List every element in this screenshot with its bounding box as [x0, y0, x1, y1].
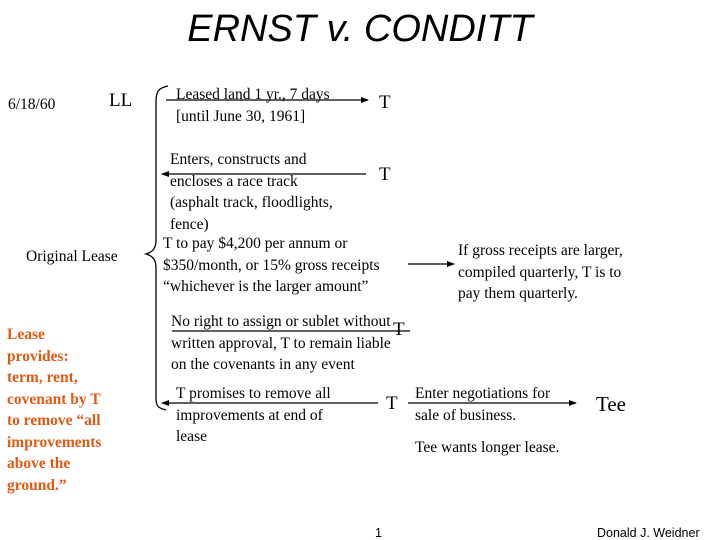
leased-land-text — [176, 84, 330, 127]
rent-text — [163, 233, 380, 298]
text-line: “whichever is the larger amount” — [163, 278, 369, 295]
text-line: $350/month, or 15% gross receipts — [163, 256, 380, 274]
text-line: encloses a race track — [170, 172, 298, 190]
page-number: 1 — [375, 526, 382, 540]
text-line: T promises to remove all — [176, 385, 331, 402]
note-line: above the — [7, 455, 71, 472]
text-line: T to pay $4,200 per annum or — [163, 235, 348, 252]
party-t-1: T — [379, 92, 391, 113]
note-line: improvements — [7, 433, 102, 451]
text-line: compiled quarterly, T is to — [458, 263, 622, 281]
text-line: written approval, T to remain liable — [171, 334, 391, 352]
note-line: Lease — [7, 326, 45, 343]
text-line: lease — [176, 428, 207, 445]
text-line: No right to assign or sublet without — [171, 313, 391, 330]
date-label: 6/18/60 — [8, 96, 56, 113]
note-line: provides: — [7, 347, 69, 365]
no-assign-text — [171, 311, 391, 376]
text-line: [until June 30, 1961] — [176, 107, 306, 125]
lease-provides-note — [7, 324, 101, 496]
text-line: Enter negotiations for — [415, 385, 551, 402]
party-tee: Tee — [596, 392, 627, 416]
text-line: improvements at end of — [176, 406, 323, 424]
party-t-4: T — [386, 393, 398, 414]
text-line: Leased land 1 yr., 7 days — [176, 86, 330, 103]
longer-lease-text: Tee wants longer lease. — [415, 439, 560, 456]
note-line: ground.” — [7, 476, 67, 494]
text-line: on the covenants in any event — [171, 356, 355, 373]
note-line: covenant by T — [7, 390, 101, 408]
text-line: If gross receipts are larger, — [458, 242, 623, 259]
enters-text — [170, 149, 333, 235]
party-t-2: T — [379, 164, 391, 185]
text-line: fence) — [170, 215, 209, 233]
party-ll: LL — [109, 90, 133, 111]
negotiations-text — [415, 383, 550, 426]
text-line: sale of business. — [415, 406, 517, 424]
text-line: Enters, constructs and — [170, 151, 307, 168]
note-line: to remove “all — [7, 412, 101, 429]
gross-receipts-text — [458, 240, 623, 305]
remove-improvements-text — [176, 383, 331, 448]
text-line: (asphalt track, floodlights, — [170, 194, 333, 211]
note-line: term, rent, — [7, 369, 78, 386]
original-lease-label: Original Lease — [26, 248, 118, 265]
text-line: pay them quarterly. — [458, 285, 578, 302]
page-title: ERNST v. CONDITT — [187, 8, 533, 50]
party-t-3: T — [393, 319, 405, 340]
footer-author: Donald J. Weidner — [597, 526, 700, 540]
